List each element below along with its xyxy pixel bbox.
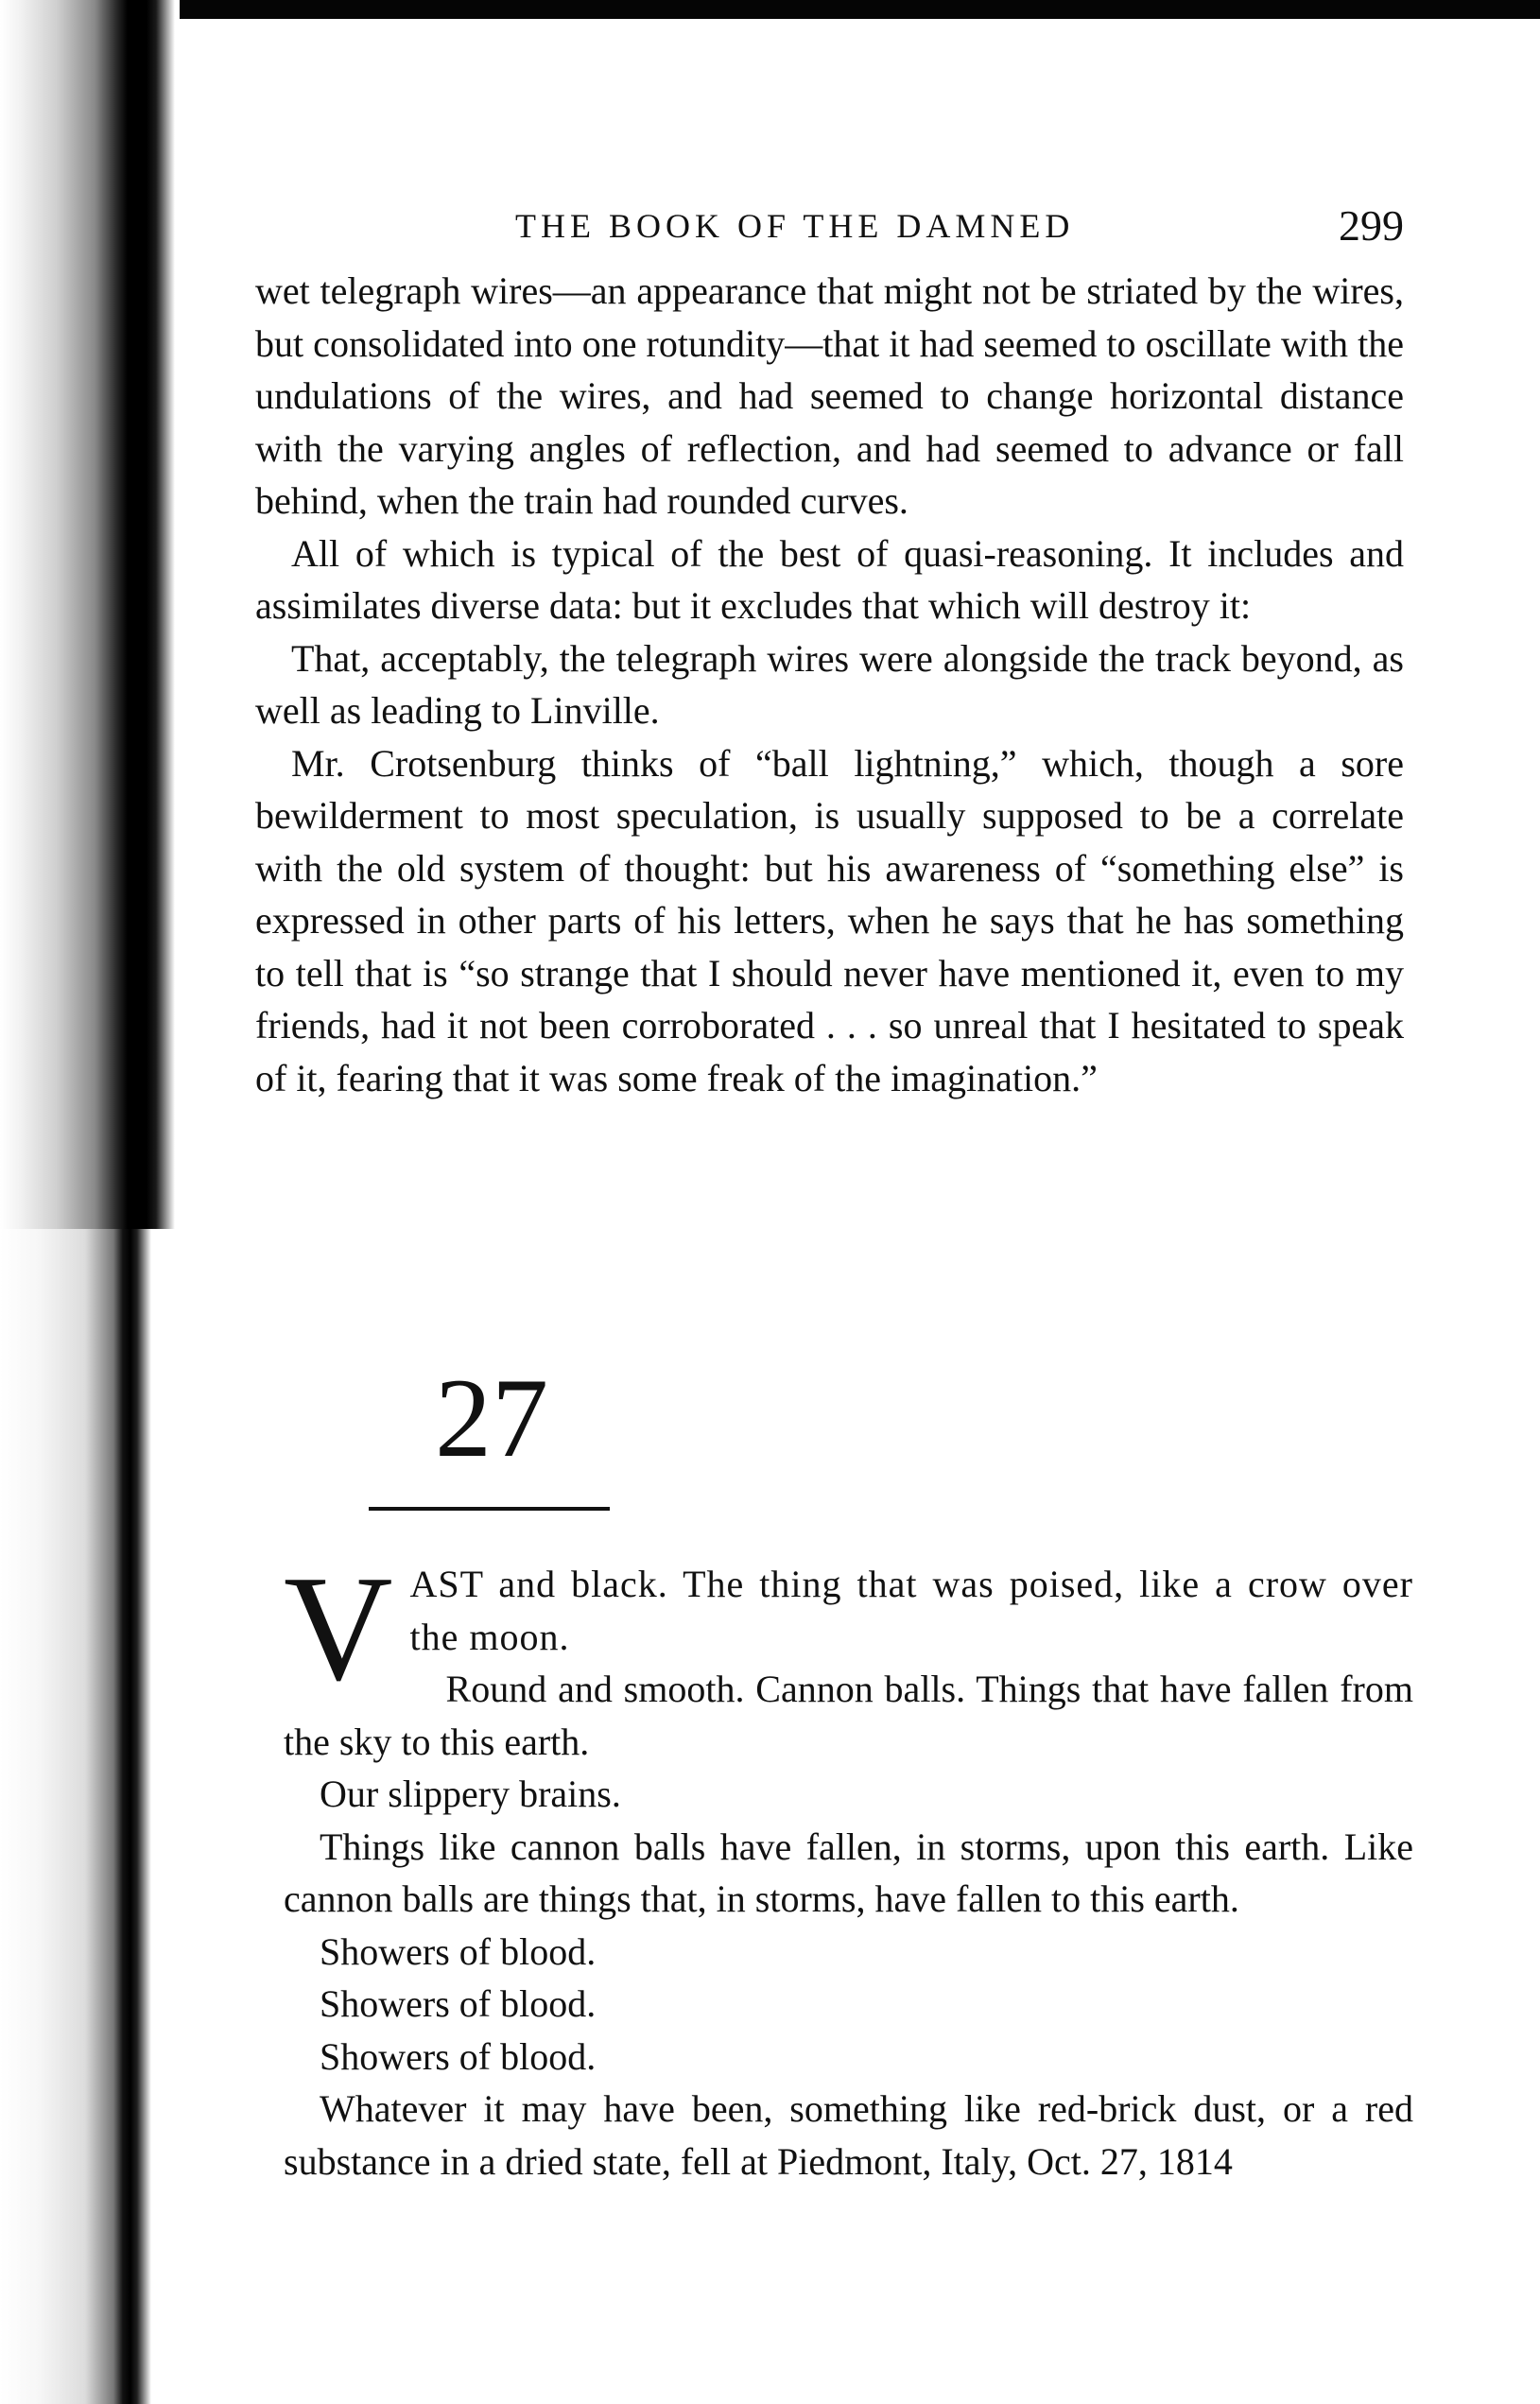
paragraph: wet telegraph wires—an appearance that might not be striated by the wires, but consolidated into one rotundity—that it had seemed to oscillate with the undulations of the wires, and had seemed to change horizontal distance with the varying angles of reflection, and had seemed to advance or fall behind, when the train had rounded curves. xyxy=(255,269,1404,522)
page-number: 299 xyxy=(1339,201,1404,250)
paragraph: That, acceptably, the telegraph wires were alongside the track beyond, as well as leading to Linville. xyxy=(255,636,1404,732)
chapter-number: 27 xyxy=(435,1355,548,1480)
running-title: THE BOOK OF THE DAMNED xyxy=(515,207,1075,245)
paragraph: Whatever it may have been, something like red-brick dust, or a red substance in a dried state, fell at Piedmont, Italy, Oct. 27, 1814 xyxy=(284,2087,1413,2183)
drop-cap: V xyxy=(284,1558,393,1712)
paragraph: Showers of blood. xyxy=(320,2034,597,2078)
scan-top-edge xyxy=(0,0,1540,19)
section-two-text xyxy=(284,1558,1413,2188)
running-head xyxy=(255,200,1404,257)
paragraph: All of which is typical of the best of quasi-reasoning. It includes and assimilates diverse data: but it excludes that which will destroy it: xyxy=(255,531,1404,627)
opening-block xyxy=(284,1558,1413,1768)
opening-paragraph: AST and black. The thing that was poised, like a crow over the moon. xyxy=(409,1563,1413,1658)
paragraph: Round and smooth. Cannon balls. Things that have fallen from the sky to this earth. xyxy=(284,1668,1413,1763)
binding-gutter-lower xyxy=(0,1229,180,2404)
paragraph: Mr. Crotsenburg thinks of “ball lightning,” which, though a sore bewilderment to most speculation, is usually supposed to be a correlate with the old system of thought: but his awareness of “something else” is expressed in other parts of his letters, when he says that he has something to tell that is “so strange that I should never have mentioned it, even to my friends, had it not been corroborated . . . so unreal that I hesitated to speak of it, fearing that it was some freak of the imagination.” xyxy=(255,741,1404,1099)
chapter-rule xyxy=(369,1507,610,1511)
paragraph: Showers of blood. xyxy=(320,1929,597,1973)
paragraph: Our slippery brains. xyxy=(320,1773,621,1815)
paragraph: Showers of blood. xyxy=(320,1982,597,2025)
section-one-text xyxy=(255,265,1404,1104)
paragraph: Things like cannon balls have fallen, in storms, upon this earth. Like cannon balls are things that, in storms, have fallen to this earth. xyxy=(284,1825,1413,1920)
